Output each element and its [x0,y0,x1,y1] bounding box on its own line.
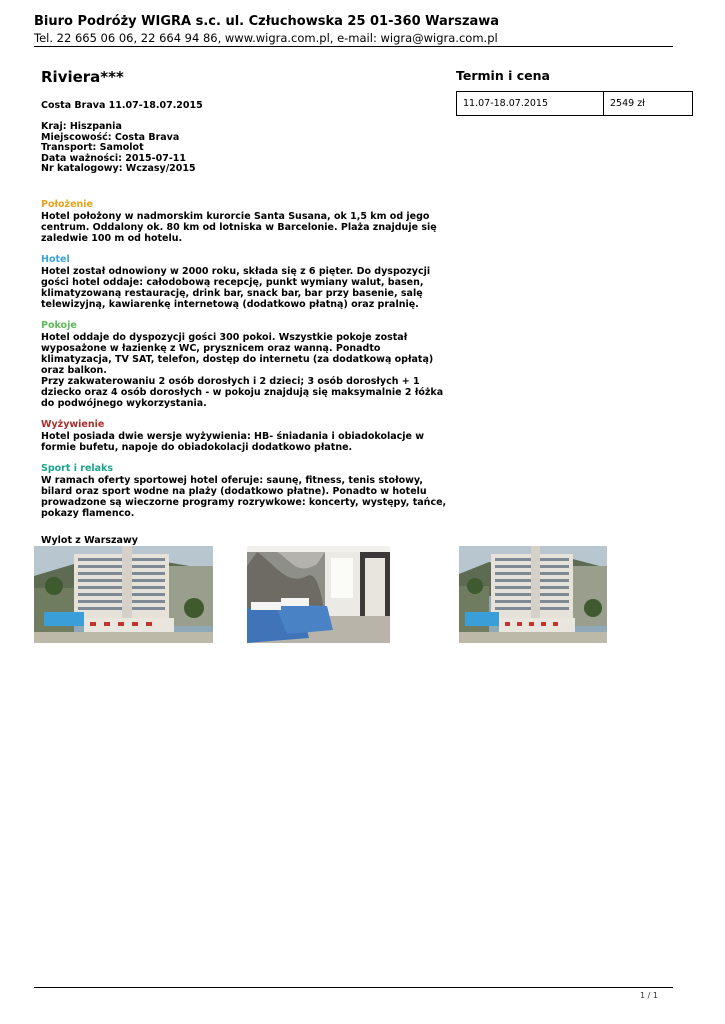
price-date-cell: 11.07-18.07.2015 [457,92,604,116]
hotel-exterior-photo [34,546,213,643]
section-title: Pokoje [41,319,77,331]
section-body: W ramach oferty sportowej hotel oferuje: saunę, fitness, tenis stołowy, bilard oraz sport wodne na plaży (dodatkowo płatne). Ponadto w hotelu prowadzone są wieczorne programy rozrywkowe: koncerty, występy, tańce, pokazy flamenco. [41,474,447,519]
section-body: Hotel oddaje do dyspozycji gości 300 pokoi. Wszystkie pokoje został wyposażone w łazienkę z WC, prysznicem oraz wanną. Ponadto klimatyzacja, TV SAT, telefon, dostęp do internetu (za dodatkową opłatą) oraz balkon. Przy zakwaterowaniu 2 osób dorosłych i 2 dzieci; 3 osób dorosłych + 1 dziecko oraz 4 osób dorosłych - w pokoju znajdują się maksymalnie 2 łóżka do podwójnego wykorzystania. [41,331,444,409]
price-value-cell: 2549 zł [604,92,693,116]
offer-info [41,122,451,175]
offer-details [41,68,451,546]
header-divider [34,46,673,47]
document-header [34,14,674,46]
section-body: Hotel został odnowiony w 2000 roku, składa się z 6 pięter. Do dyspozycji gości hotel oddaje: całodobową recepcję, punkt wymiany walut, basen, klimatyzowaną restaurację, drink bar, snack bar, bar przy basenie, salę telewizyjną, kawiarenkę internetową (dodatkowo płatną) oraz pralnię. [41,265,431,310]
price-heading: Termin i cena [456,68,550,83]
section-hotel [41,254,451,310]
info-valid-date: Data ważności: 2015-07-11 [41,152,186,164]
offer-title: Riviera*** [41,68,124,86]
hotel-exterior-photo-2 [459,546,607,643]
section-title: Hotel [41,253,70,265]
table-row [457,92,693,116]
section-board [41,419,451,453]
price-panel [456,68,694,116]
section-title: Wyżywienie [41,418,105,430]
company-contact: Tel. 22 665 06 06, 22 664 94 86, www.wigra.com.pl, e-mail: wigra@wigra.com.pl [34,31,498,45]
info-transport: Transport: Samolot [41,142,144,153]
offer-subtitle: Costa Brava 11.07-18.07.2015 [41,100,203,111]
section-body: Hotel położony w nadmorskim kurorcie Santa Susana, ok 1,5 km od jego centrum. Oddalony ok. 80 km od lotniska w Barcelonie. Plaża znajduje się zaledwie 100 m od hotelu. [41,210,437,244]
info-catalog-number: Nr katalogowy: Wczasy/2015 [41,163,196,174]
page-number: 1 / 1 [640,991,658,1000]
footer-divider [34,987,673,988]
section-title: Położenie [41,198,93,210]
departure-info: Wylot z Warszawy [41,534,138,546]
section-body: Hotel posiada dwie wersje wyżywienia: HB- śniadania i obiadokolacje w formie bufetu, napoje do obiadokolacji dodatkowo płatne. [41,430,425,453]
hotel-room-photo [247,546,390,643]
company-name: Biuro Podróży WIGRA s.c. ul. Człuchowska 25 01-360 Warszawa [34,14,500,29]
section-title: Sport i relaks [41,462,114,474]
info-country: Kraj: Hiszpania [41,121,122,132]
section-rooms [41,320,451,409]
info-location: Miejscowość: Costa Brava [41,131,180,143]
price-table [456,91,693,116]
section-location [41,199,451,244]
section-sport [41,463,451,519]
